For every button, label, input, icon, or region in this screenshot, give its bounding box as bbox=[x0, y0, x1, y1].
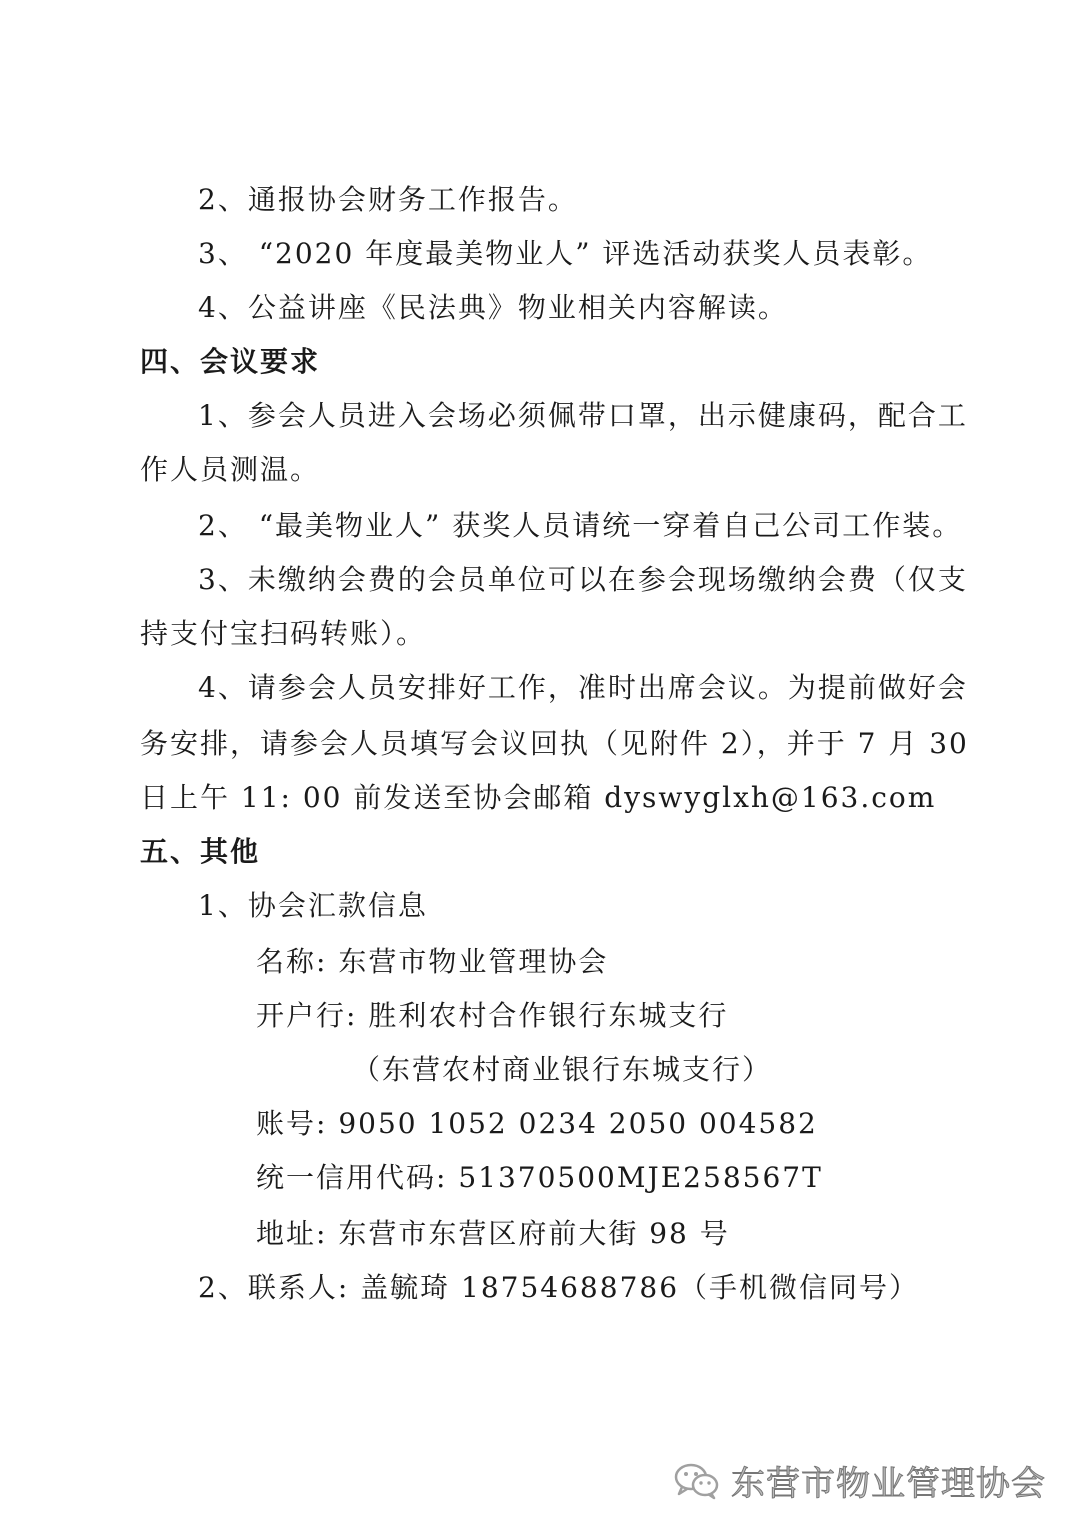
remit-bank-alt: （东营农村商业银行东城支行） bbox=[352, 1053, 773, 1086]
wechat-watermark bbox=[673, 1456, 1046, 1505]
requirement-4-line-1: 4、请参会人员安排好工作，准时出席会议。为提前做好会 bbox=[198, 671, 968, 704]
remit-account: 账号: 9050 1052 0234 2050 004582 bbox=[256, 1107, 818, 1140]
contact-person: 2、联系人: 盖毓琦 18754688786（手机微信同号） bbox=[198, 1271, 920, 1304]
section-heading-requirements: 四、会议要求 bbox=[140, 345, 321, 378]
other-item-1-title: 1、协会汇款信息 bbox=[198, 889, 428, 922]
agenda-item-3: 3、 “2020 年度最美物业人” 评选活动获奖人员表彰。 bbox=[198, 237, 933, 270]
remit-name: 名称: 东营市物业管理协会 bbox=[256, 945, 609, 978]
remit-credit-code: 统一信用代码: 51370500MJE258567T bbox=[256, 1161, 823, 1194]
agenda-item-2: 2、通报协会财务工作报告。 bbox=[198, 183, 578, 216]
watermark-account-name: 东营市物业管理协会 bbox=[731, 1464, 1046, 1504]
requirement-2: 2、 “最美物业人” 获奖人员请统一穿着自己公司工作装。 bbox=[198, 509, 963, 542]
agenda-item-4: 4、公益讲座《民法典》物业相关内容解读。 bbox=[198, 291, 788, 324]
requirement-3-line-2: 持支付宝扫码转账）。 bbox=[140, 617, 427, 650]
requirement-1-line-2: 作人员测温。 bbox=[140, 453, 321, 486]
requirement-3-line-1: 3、未缴纳会费的会员单位可以在参会现场缴纳会费（仅支 bbox=[198, 563, 968, 596]
requirement-1-line-1: 1、参会人员进入会场必须佩带口罩，出示健康码，配合工 bbox=[198, 399, 968, 432]
requirement-4-line-3: 日上午 11: 00 前发送至协会邮箱 dyswyglxh@163.com bbox=[140, 781, 937, 814]
wechat-icon bbox=[673, 1461, 721, 1501]
remit-bank: 开户行: 胜利农村合作银行东城支行 bbox=[256, 999, 729, 1032]
remit-address: 地址: 东营市东营区府前大街 98 号 bbox=[256, 1217, 730, 1250]
requirement-4-line-2: 务安排，请参会人员填写会议回执（见附件 2），并于 7 月 30 bbox=[140, 727, 969, 760]
section-heading-other: 五、其他 bbox=[140, 835, 261, 868]
